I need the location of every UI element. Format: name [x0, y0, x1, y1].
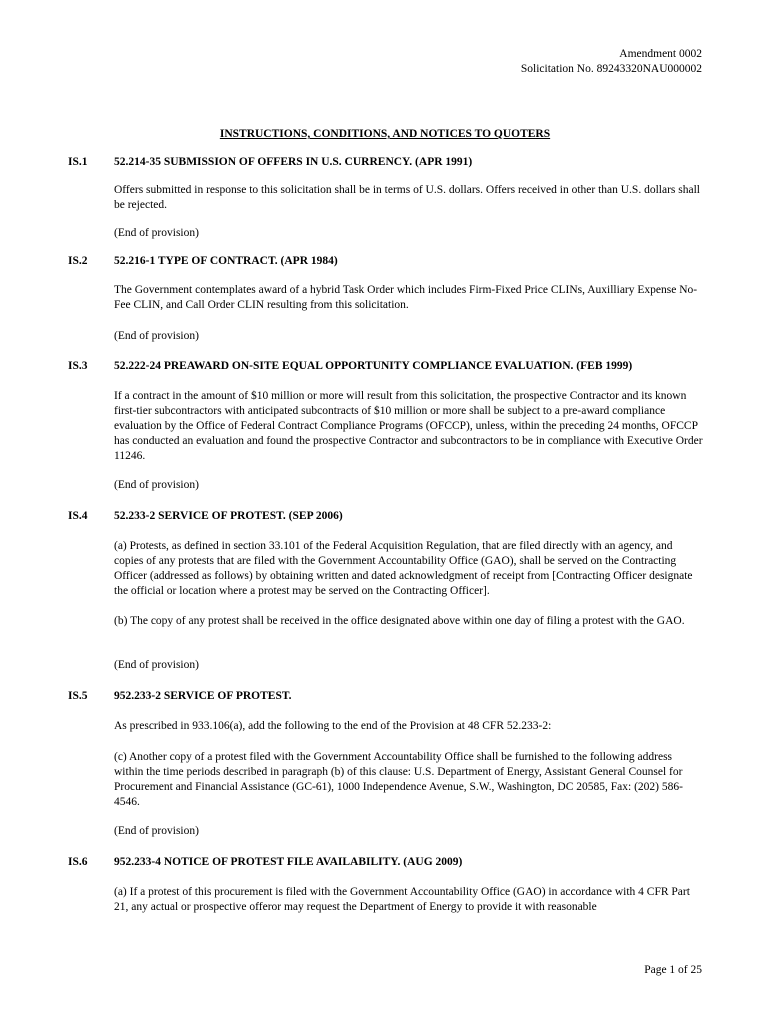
document-header [521, 47, 702, 77]
paragraph: If a contract in the amount of $10 million or more will result from this solicitation, the prospective Contractor and its known first-tier subcontractors with anticipated subcontracts of $10 million or more shall be subject to a pre-award compliance evaluation by the Office of Federal Contract Compliance Programs (OFCCP), unless, within the preceding 24 months, OFCCP has conducted an evaluation and found the prospective Contractor and subcontractors to be in compliance with Executive Order 11246. [114, 390, 703, 462]
section-number: IS.1 [68, 156, 88, 168]
section-title: 952.233-4 NOTICE OF PROTEST FILE AVAILABILITY. (AUG 2009) [114, 856, 463, 868]
amendment-number: Amendment 0002 [619, 48, 702, 60]
paragraph: The Government contemplates award of a hybrid Task Order which includes Firm-Fixed Price CLINs, Auxilliary Expense No-Fee CLIN, and Call Order CLIN resulting from this solicitation. [114, 284, 698, 311]
end-of-provision: (End of provision) [114, 825, 199, 837]
section-number: IS.5 [68, 690, 88, 702]
paragraph: (a) If a protest of this procurement is filed with the Government Accountability Office (GAO) in accordance with 4 CFR Part 21, any actual or prospective offeror may request the Department of Energy to provide it with reasonable [114, 886, 690, 913]
paragraph: (c) Another copy of a protest filed with the Government Accountability Office shall be furnished to the following address within the time periods described in paragraph (b) of this clause: U.S. Department of Energy, Assistant General Counsel for Procurement and Financial Assistance (GC-61), 1000 Independence Avenue, S.W., Washington, DC 20585, Fax: (202) 586-4546. [114, 751, 683, 808]
end-of-provision: (End of provision) [114, 659, 199, 671]
section-title: 952.233-2 SERVICE OF PROTEST. [114, 690, 292, 702]
end-of-provision: (End of provision) [114, 227, 199, 239]
end-of-provision: (End of provision) [114, 330, 199, 342]
section-number: IS.3 [68, 360, 88, 372]
section-title: 52.214-35 SUBMISSION OF OFFERS IN U.S. CURRENCY. (APR 1991) [114, 156, 473, 168]
page-number: Page 1 of 25 [644, 964, 702, 976]
section-title: 52.233-2 SERVICE OF PROTEST. (SEP 2006) [114, 510, 343, 522]
paragraph: As prescribed in 933.106(a), add the following to the end of the Provision at 48 CFR 52.233-2: [114, 720, 552, 732]
section-number: IS.6 [68, 856, 88, 868]
solicitation-number: Solicitation No. 89243320NAU000002 [520, 63, 702, 75]
paragraph: Offers submitted in response to this solicitation shall be in terms of U.S. dollars. Offers received in other than U.S. dollars shall be rejected. [114, 184, 700, 211]
section-title: 52.216-1 TYPE OF CONTRACT. (APR 1984) [114, 255, 338, 267]
document-title: INSTRUCTIONS, CONDITIONS, AND NOTICES TO QUOTERS [219, 128, 551, 140]
section-title: 52.222-24 PREAWARD ON-SITE EQUAL OPPORTUNITY COMPLIANCE EVALUATION. (FEB 1999) [114, 360, 633, 372]
paragraph: (b) The copy of any protest shall be received in the office designated above within one day of filing a protest with the GAO. [114, 615, 685, 627]
section-number: IS.2 [68, 255, 88, 267]
end-of-provision: (End of provision) [114, 479, 199, 491]
paragraph: (a) Protests, as defined in section 33.101 of the Federal Acquisition Regulation, that are filed directly with an agency, and copies of any protests that are filed with the Government Accountability Office (GAO), shall be served on the Contracting Officer (addressed as follows) by obtaining written and dated acknowledgment of receipt from [Contracting Officer designate the official or location where a protest may be served on the Contracting Officer]. [114, 540, 693, 597]
section-number: IS.4 [68, 510, 88, 522]
